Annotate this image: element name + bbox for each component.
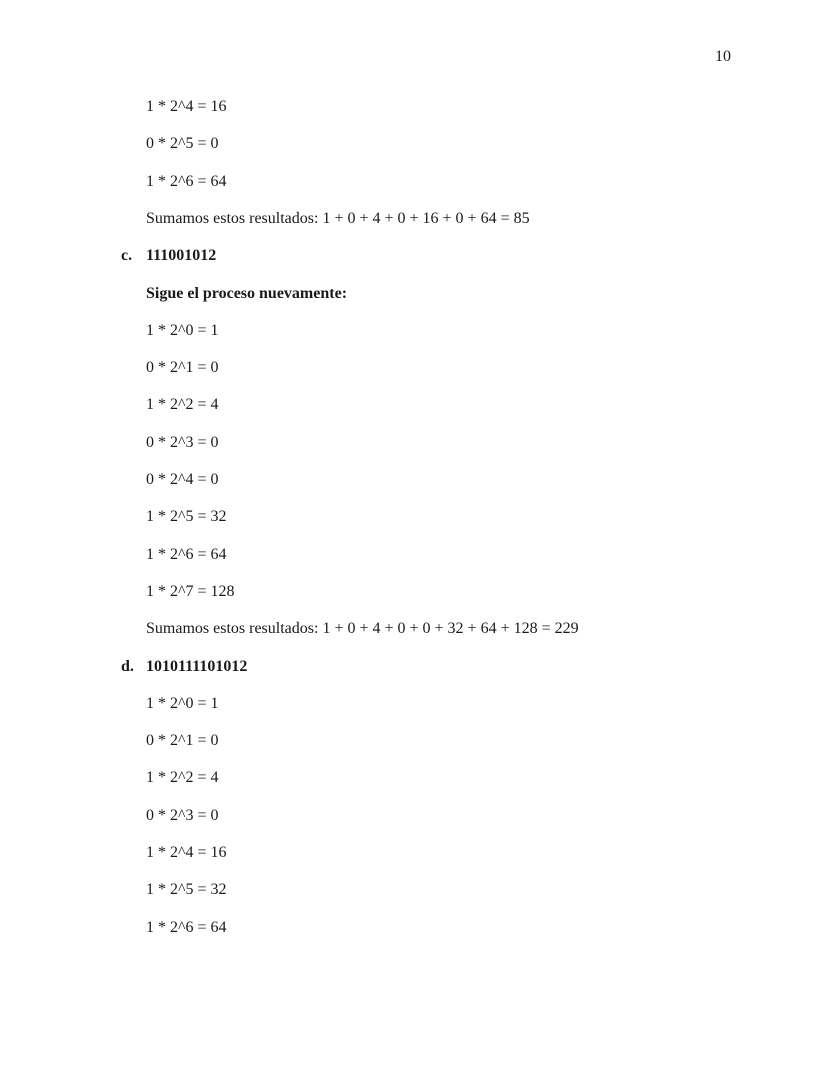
calc-line: 1 * 2^2 = 4 — [146, 396, 219, 413]
calc-line: 1 * 2^6 = 64 — [146, 546, 227, 563]
calc-line: 1 * 2^2 = 4 — [146, 769, 219, 786]
calc-line: 1 * 2^6 = 64 — [146, 173, 227, 190]
calc-line: 1 * 2^5 = 32 — [146, 881, 227, 898]
page-number: 10 — [715, 48, 731, 65]
calc-line: 0 * 2^5 = 0 — [146, 135, 219, 152]
sum-line: Sumamos estos resultados: 1 + 0 + 4 + 0 + 16 + 0 + 64 = 85 — [146, 210, 530, 227]
calc-line: 0 * 2^3 = 0 — [146, 434, 219, 451]
calc-line: 1 * 2^0 = 1 — [146, 322, 219, 339]
list-marker-d: d. — [121, 658, 134, 675]
calc-line: 1 * 2^0 = 1 — [146, 695, 219, 712]
sum-line: Sumamos estos resultados: 1 + 0 + 4 + 0 + 0 + 32 + 64 + 128 = 229 — [146, 620, 579, 637]
calc-line: 1 * 2^4 = 16 — [146, 98, 227, 115]
calc-line: 1 * 2^5 = 32 — [146, 508, 227, 525]
calc-line: 0 * 2^4 = 0 — [146, 471, 219, 488]
binary-number-heading: 1010111101012 — [146, 658, 248, 675]
calc-line: 0 * 2^1 = 0 — [146, 732, 219, 749]
calc-line: 0 * 2^3 = 0 — [146, 807, 219, 824]
list-marker-c: c. — [121, 247, 133, 264]
binary-number-heading: 111001012 — [146, 247, 217, 264]
section-intro: Sigue el proceso nuevamente: — [146, 285, 348, 302]
calc-line: 0 * 2^1 = 0 — [146, 359, 219, 376]
calc-line: 1 * 2^7 = 128 — [146, 583, 235, 600]
calc-line: 1 * 2^4 = 16 — [146, 844, 227, 861]
calc-line: 1 * 2^6 = 64 — [146, 919, 227, 936]
